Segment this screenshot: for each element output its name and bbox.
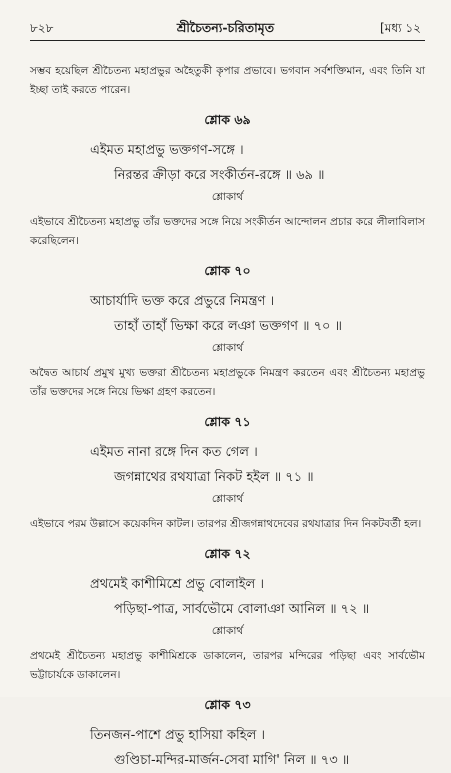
verse-line-1: এইমত নানা রঙ্গে দিন কত গেল । bbox=[90, 445, 258, 460]
intro-paragraph: সম্ভব হয়েছিল শ্রীচৈতন্য মহাপ্রভুর অহৈতুকী কৃপার প্রভাবে। ভগবান সর্বশক্তিমান, এবং তিনি যা ইচ্ছা তাই করতে পারেন। bbox=[30, 65, 425, 96]
verse-line-2: তাহাঁ তাহাঁ ভিক্ষা করে লঞা ভক্তগণ ॥ ৭০ ॥ bbox=[114, 319, 342, 334]
translation-heading: শ্লোকার্থ bbox=[211, 342, 244, 354]
page-number: ৮২৮ bbox=[30, 21, 54, 35]
verse-71 bbox=[30, 414, 425, 534]
verse-69 bbox=[30, 112, 425, 251]
verse-line-1: তিনজন-পাশে প্রভু হাসিয়া কহিল । bbox=[90, 728, 266, 743]
translation-text: অদ্বৈত আচার্য প্রমুখ মুখ্য ভক্তরা শ্রীচৈতন্য মহাপ্রভুকে নিমন্ত্রণ করতেন এবং শ্রীচৈতন্য মহাপ্রভু তাঁর ভক্তদের সঙ্গে নিয়ে ভিক্ষা গ্রহণ করতেন। bbox=[30, 367, 425, 398]
verse-line-2: গুণ্ডিচা-মন্দির-মার্জন-সেবা মাগি' নিল ॥ ৭৩ ॥ bbox=[114, 753, 350, 768]
chapter-reference: [মধ্য ১২ bbox=[380, 21, 421, 35]
verse-heading: শ্লোক ৭২ bbox=[204, 546, 251, 561]
verse-heading: শ্লোক ৬৯ bbox=[204, 112, 251, 127]
page-content bbox=[30, 62, 425, 773]
verse-heading: শ্লোক ৭১ bbox=[204, 414, 251, 429]
verse-73 bbox=[30, 697, 425, 773]
translation-heading: শ্লোকার্থ bbox=[211, 625, 244, 637]
verse-70 bbox=[30, 263, 425, 402]
verse-line-2: পড়িছা-পাত্র, সার্বভৌমে বোলাঞা আনিল ॥ ৭২ ॥ bbox=[114, 602, 370, 617]
verse-line-1: প্রথমেই কাশীমিশ্রে প্রভু বোলাইল । bbox=[90, 577, 264, 592]
verse-line-2: জগন্নাথের রথযাত্রা নিকট হইল ॥ ৭১ ॥ bbox=[114, 470, 314, 485]
translation-text: এইভাবে পরম উল্লাসে কয়েকদিন কাটল। তারপর শ্রীজগন্নাথদেবের রথযাত্রার দিন নিকটবর্তী হল। bbox=[30, 518, 422, 530]
translation-heading: শ্লোকার্থ bbox=[211, 191, 244, 203]
translation-text: এইভাবে শ্রীচৈতন্য মহাপ্রভু তাঁর ভক্তদের সঙ্গে নিয়ে সংকীর্তন আন্দোলন প্রচার করে লীলাবিলাস করেছিলেন। bbox=[30, 216, 425, 247]
verse-heading: শ্লোক ৭০ bbox=[204, 263, 251, 278]
verse-line-1: আচার্যাদি ভক্ত করে প্রভুরে নিমন্ত্রণ । bbox=[90, 294, 275, 309]
verse-heading: শ্লোক ৭৩ bbox=[204, 697, 251, 712]
verse-line-1: এইমত মহাপ্রভু ভক্তগণ-সঙ্গে । bbox=[90, 143, 244, 158]
running-title: শ্রীচৈতন্য-চরিতামৃত bbox=[176, 20, 275, 35]
page-header bbox=[30, 20, 421, 42]
translation-heading: শ্লোকার্থ bbox=[211, 493, 244, 505]
verse-line-2: নিরন্তর ক্রীড়া করে সংকীর্তন-রঙ্গে ॥ ৬৯ ॥ bbox=[114, 168, 325, 183]
header-rule bbox=[30, 40, 425, 41]
translation-text: প্রথমেই শ্রীচৈতন্য মহাপ্রভু কাশীমিশ্রকে ডাকালেন, তারপর মন্দিরের পড়িছা এবং সার্বভৌম ভট্টাচার্যকে ডাকালেন। bbox=[30, 650, 425, 681]
verse-72 bbox=[30, 546, 425, 685]
